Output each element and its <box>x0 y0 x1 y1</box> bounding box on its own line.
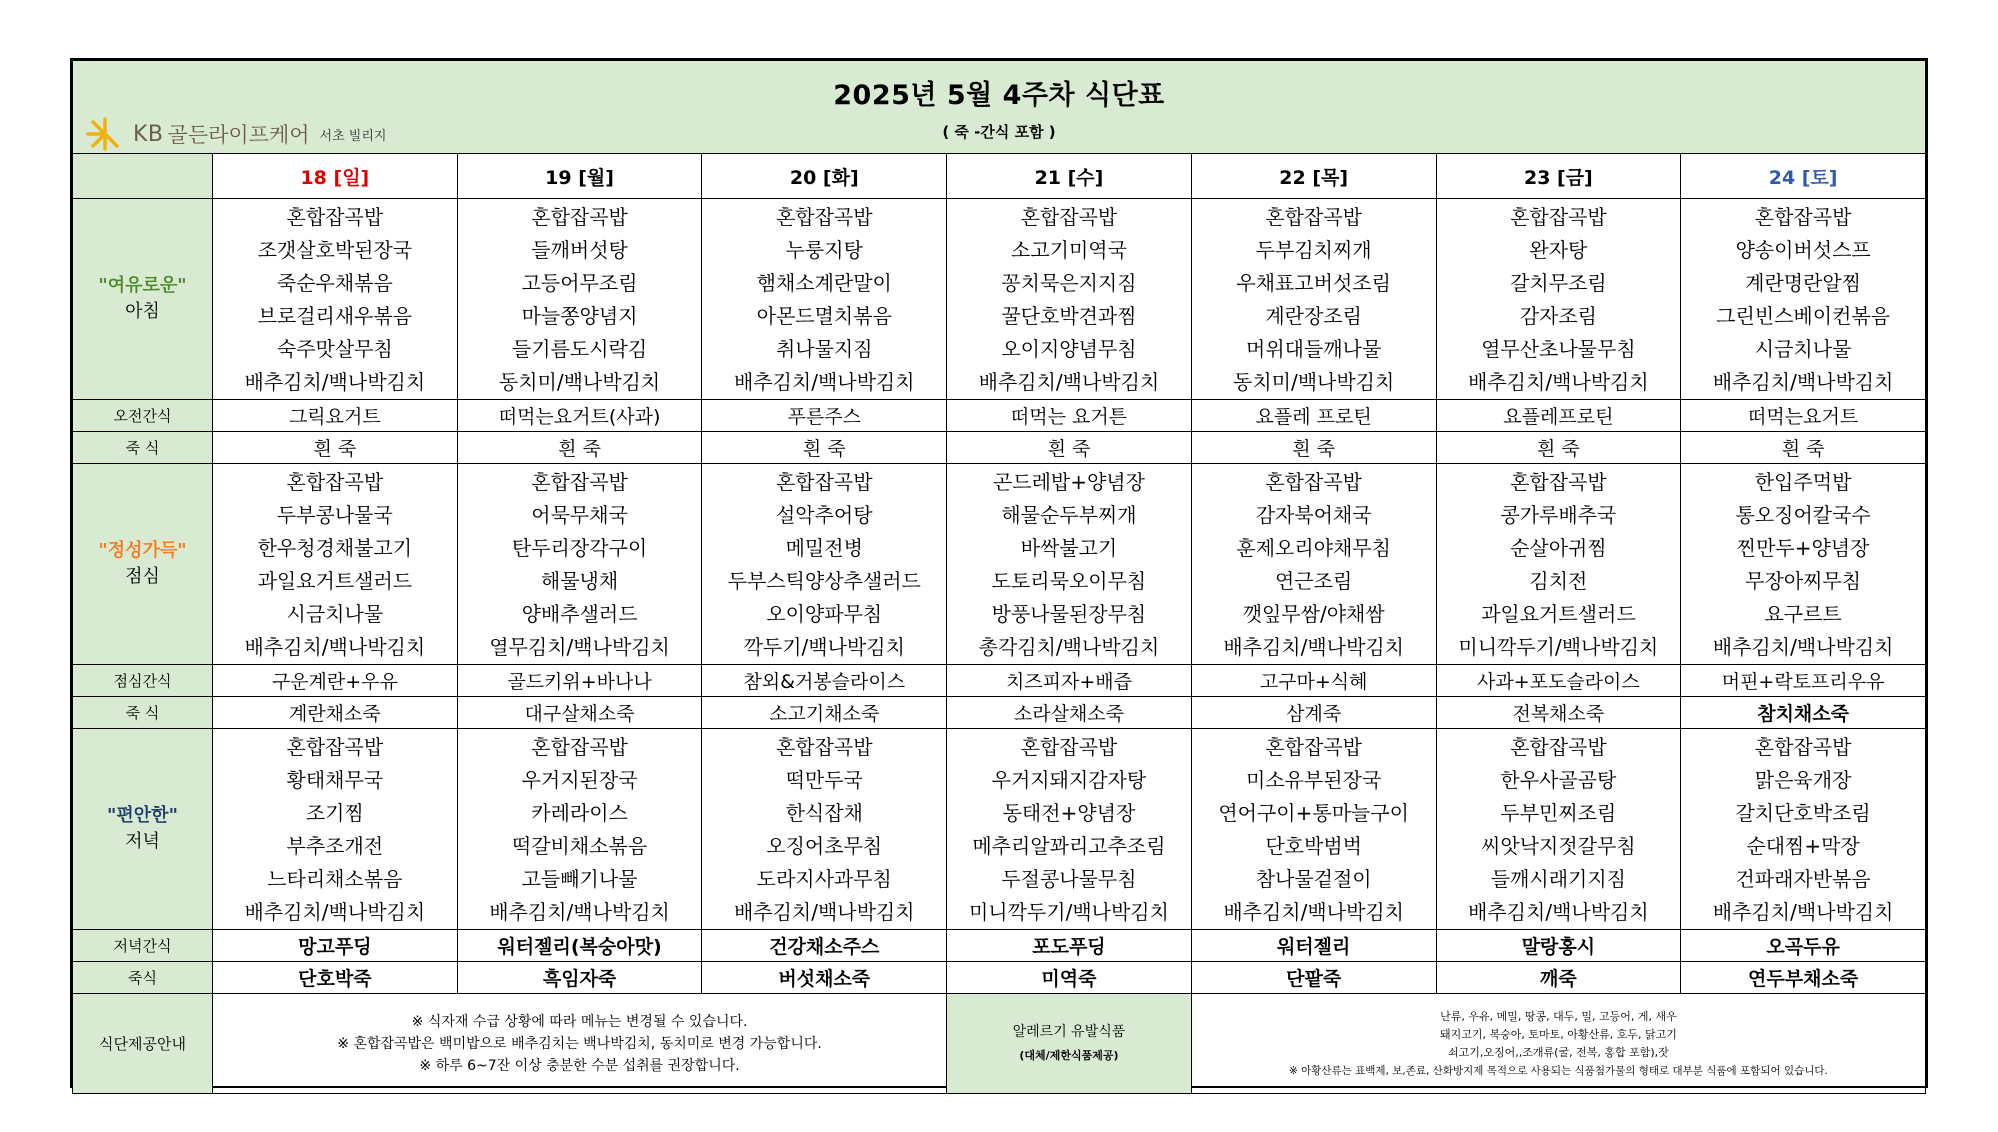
allergy-line: 쇠고기,오징어,,조개류(굴, 전복, 홍합 포함),잣 <box>1448 1045 1669 1059</box>
page-subtitle: ( 죽 -간식 포함 ) <box>942 123 1056 141</box>
breakfast-cell-tue <box>702 199 947 400</box>
menu-item: 시금치나물 <box>286 602 384 626</box>
menu-item: 한우청경채불고기 <box>257 536 413 560</box>
menu-item: 머위대들깨나물 <box>1246 337 1382 361</box>
menu-item: 갈치무조림 <box>1510 271 1607 295</box>
porridge-row-1 <box>73 432 1926 464</box>
dinner-label-cell <box>73 729 213 930</box>
menu-item: 혼합잡곡밥 <box>286 735 384 759</box>
menu-item: 조기찜 <box>305 801 364 825</box>
menu-item: 혼합잡곡밥 <box>1265 205 1362 229</box>
menu-item: 단호박범벅 <box>1265 834 1362 858</box>
menu-item: 햄채소계란말이 <box>756 271 892 295</box>
menu-item: 혼합잡곡밥 <box>1510 470 1607 494</box>
am_snack-cell-thu: 요플레 프로틴 <box>1191 400 1436 432</box>
menu-item: 무장아찌무침 <box>1745 569 1862 593</box>
menu-item: 배추김치/백나박김치 <box>1468 900 1649 924</box>
menu-item: 오이양파무침 <box>766 602 883 626</box>
menu-item: 들깨시래기지짐 <box>1490 867 1626 891</box>
menu-item: 들깨버섯탕 <box>531 238 628 262</box>
menu-item: 배추김치/백나박김치 <box>244 900 426 924</box>
porridge1-cell-sat: 흰 죽 <box>1681 432 1926 464</box>
menu-item: 바싹불고기 <box>1020 536 1118 560</box>
menu-item: 완자탕 <box>1529 238 1588 262</box>
pm_snack-cell-sat: 오곡두유 <box>1681 930 1926 962</box>
menu-item: 혼합잡곡밥 <box>1754 205 1852 229</box>
title-banner <box>73 61 1926 154</box>
day-header-fri: 23 [금] <box>1436 154 1681 199</box>
menu-item: 혼합잡곡밥 <box>1265 735 1362 759</box>
menu-item: 연어구이+통마늘구이 <box>1218 801 1409 825</box>
corner-cell <box>73 154 213 199</box>
lunch_snack-cell-wed: 치즈피자+배즙 <box>947 665 1192 697</box>
porridge3-cell-sat: 연두부채소죽 <box>1681 962 1926 994</box>
allergy-line: 돼지고기, 복숭아, 토마토, 아황산류, 호두, 닭고기 <box>1439 1027 1677 1041</box>
menu-item: 미소유부된장국 <box>1246 768 1382 792</box>
menu-item: 꿀단호박견과찜 <box>1001 304 1137 328</box>
menu-item: 한우사골곰탕 <box>1500 768 1617 792</box>
lunch-cell-sat <box>1681 464 1926 665</box>
breakfast-label: 아침 <box>125 301 160 322</box>
menu-item: 동치미/백나박김치 <box>498 370 661 394</box>
porridge3-cell-thu: 단팥죽 <box>1191 962 1436 994</box>
allergy-list <box>1191 994 1925 1094</box>
menu-item: 누룽지탕 <box>785 238 863 262</box>
menu-item: 순살아귀찜 <box>1510 536 1607 560</box>
menu-item: 동치미/백나박김치 <box>1233 370 1395 394</box>
dinner-cell-wed <box>947 729 1192 930</box>
menu-item: 부추조개전 <box>286 834 384 858</box>
menu-item: 숙주맛살무침 <box>276 337 393 361</box>
menu-item: 혼합잡곡밥 <box>1020 735 1118 759</box>
menu-item: 떡만두국 <box>785 768 863 792</box>
menu-item: 탄두리장각구이 <box>511 536 648 560</box>
porridge-row-2 <box>73 697 1926 729</box>
menu-item: 배추김치/백나박김치 <box>1712 370 1894 394</box>
menu-item: 도토리묵오이무침 <box>991 569 1147 593</box>
allergy-line: 난류, 우유, 메밀, 땅콩, 대두, 밀, 고등어, 게, 새우 <box>1440 1009 1677 1023</box>
menu-item: 우거지돼지감자탕 <box>991 768 1147 792</box>
menu-item: 혼합잡곡밥 <box>1510 205 1607 229</box>
menu-item: 메추리알꽈리고추조림 <box>972 834 1166 858</box>
lunch_snack-cell-tue: 참외&거봉슬라이스 <box>702 665 947 697</box>
menu-item: 양송이버섯스프 <box>1735 238 1871 262</box>
menu-item: 배추김치/백나박김치 <box>1468 370 1649 394</box>
menu-item: 혼합잡곡밥 <box>286 470 384 494</box>
allergy-title-cell <box>947 994 1192 1094</box>
lunch_snack-cell-sun: 구운계란+우유 <box>213 665 458 697</box>
menu-item: 계란명란알찜 <box>1745 271 1862 295</box>
menu-item: 배추김치/백나박김치 <box>733 900 915 924</box>
porridge2-cell-sat: 참치채소죽 <box>1681 697 1926 729</box>
dinner-cell-mon <box>457 729 702 930</box>
logo-kb-text: KB <box>133 121 164 147</box>
porridge2-cell-tue: 소고기채소죽 <box>702 697 947 729</box>
dinner-row <box>73 729 1926 930</box>
footer-note: ※ 식자재 수급 상황에 따라 메뉴는 변경될 수 있습니다. <box>411 1013 748 1030</box>
lunch_snack-cell-thu: 고구마+식혜 <box>1191 665 1436 697</box>
menu-item: 죽순우채볶음 <box>276 271 393 295</box>
menu-item: 시금치나물 <box>1754 337 1852 361</box>
menu-item: 배추김치/백나박김치 <box>489 900 670 924</box>
menu-item: 브로걸리새우볶음 <box>257 304 413 328</box>
lunch-snack-row <box>73 665 1926 697</box>
breakfast-cell-thu <box>1191 199 1436 400</box>
menu-item: 두부김치찌개 <box>1255 238 1372 262</box>
menu-item: 혼합잡곡밥 <box>1020 205 1118 229</box>
day-header-mon: 19 [월] <box>457 154 702 199</box>
am_snack-cell-sun: 그릭요거트 <box>213 400 458 432</box>
menu-item: 해물냉채 <box>540 569 619 593</box>
am_snack-cell-wed: 떠먹는 요거튼 <box>947 400 1192 432</box>
menu-item: 혼합잡곡밥 <box>775 735 873 759</box>
pm_snack-cell-tue: 건강채소주스 <box>702 930 947 962</box>
porridge-label-3: 죽식 <box>73 962 213 994</box>
menu-item: 동태전+양념장 <box>1002 801 1136 825</box>
menu-item: 어묵무채국 <box>531 503 628 527</box>
lunch_snack-cell-mon: 골드키위+바나나 <box>457 665 702 697</box>
menu-item: 조갯살호박된장국 <box>257 238 413 262</box>
breakfast-cell-sat <box>1681 199 1926 400</box>
menu-item: 총각김치/백나박김치 <box>978 635 1160 659</box>
lunch-cell-thu <box>1191 464 1436 665</box>
breakfast-row <box>73 199 1926 400</box>
menu-item: 배추김치/백나박김치 <box>1223 900 1404 924</box>
menu-item: 갈치단호박조림 <box>1735 801 1871 825</box>
menu-item: 배추김치/백나박김치 <box>1712 635 1894 659</box>
logo-branch-text: 서초 빌리지 <box>319 128 387 144</box>
porridge2-cell-sun: 계란채소죽 <box>213 697 458 729</box>
menu-item: 맑은육개장 <box>1754 768 1852 792</box>
allergy-title: 알레르기 유발식품 <box>1012 1023 1126 1040</box>
am_snack-cell-tue: 푸른주스 <box>702 400 947 432</box>
menu-item: 훈제오리야채무침 <box>1236 536 1391 560</box>
breakfast-cell-sun <box>213 199 458 400</box>
days-header-row <box>73 154 1926 199</box>
menu-item: 고등어무조림 <box>521 271 638 295</box>
menu-item: 두부스틱양상추샐러드 <box>727 569 921 593</box>
menu-item: 씨앗낙지젓갈무침 <box>1481 834 1636 858</box>
am_snack-cell-fri: 요플레프로틴 <box>1436 400 1681 432</box>
menu-item: 두부콩나물국 <box>276 503 393 527</box>
lunch-row <box>73 464 1926 665</box>
footer-row <box>73 994 1926 1094</box>
day-header-sun: 18 [일] <box>213 154 458 199</box>
porridge-label-1: 죽 식 <box>73 432 213 464</box>
dinner-tag: "편안한" <box>107 805 178 826</box>
day-header-thu: 22 [목] <box>1191 154 1436 199</box>
menu-item: 건파래자반볶음 <box>1735 867 1871 891</box>
menu-item: 황태채무국 <box>286 768 384 792</box>
lunch-label: 점심 <box>125 566 160 587</box>
footer-note: ※ 혼합잡곡밥은 백미밥으로 배추김치는 백나박김치, 동치미로 변경 가능합니다. <box>337 1035 822 1052</box>
menu-item: 혼합잡곡밥 <box>775 470 873 494</box>
menu-item: 순대찜+막장 <box>1746 834 1860 858</box>
porridge1-cell-thu: 흰 죽 <box>1191 432 1436 464</box>
logo-brand-text: 골든라이프케어 <box>167 123 310 147</box>
menu-item: 혼합잡곡밥 <box>1265 470 1362 494</box>
breakfast-cell-wed <box>947 199 1192 400</box>
menu-item: 혼합잡곡밥 <box>531 205 628 229</box>
menu-item: 고들빼기나물 <box>521 867 638 891</box>
breakfast-cell-mon <box>457 199 702 400</box>
menu-item: 취나물지짐 <box>775 337 873 361</box>
porridge1-cell-tue: 흰 죽 <box>702 432 947 464</box>
menu-item: 혼합잡곡밥 <box>1510 735 1607 759</box>
lunch-cell-tue <box>702 464 947 665</box>
menu-table <box>72 60 1926 1094</box>
menu-item: 한식잡채 <box>785 801 863 825</box>
menu-item: 혼합잡곡밥 <box>775 205 873 229</box>
porridge-row-3 <box>73 962 1926 994</box>
menu-item: 배추김치/백나박김치 <box>733 370 915 394</box>
menu-item: 혼합잡곡밥 <box>286 205 384 229</box>
menu-item: 열무김치/백나박김치 <box>489 635 670 659</box>
menu-item: 깍두기/백나박김치 <box>743 635 905 659</box>
menu-item: 과일요거트샐러드 <box>257 569 413 593</box>
footer-note: ※ 하루 6~7잔 이상 충분한 수분 섭취를 권장합니다. <box>419 1057 740 1074</box>
am_snack-cell-sat: 떠먹는요거트 <box>1681 400 1926 432</box>
menu-item: 양배추샐러드 <box>521 602 638 626</box>
menu-item: 배추김치/백나박김치 <box>244 635 426 659</box>
menu-item: 오징어초무침 <box>766 834 883 858</box>
lunch-cell-sun <box>213 464 458 665</box>
menu-item: 느타리채소볶음 <box>267 867 403 891</box>
menu-item: 감자북어채국 <box>1255 503 1372 527</box>
menu-item: 참나물겉절이 <box>1255 867 1372 891</box>
menu-item: 배추김치/백나박김치 <box>1712 900 1894 924</box>
lunch-cell-fri <box>1436 464 1681 665</box>
dinner-cell-sat <box>1681 729 1926 930</box>
pm_snack-cell-mon: 워터젤리(복숭아맛) <box>457 930 702 962</box>
menu-item: 소고기미역국 <box>1011 238 1127 262</box>
porridge2-cell-mon: 대구살채소죽 <box>457 697 702 729</box>
lunch-cell-mon <box>457 464 702 665</box>
menu-item: 찐만두+양념장 <box>1736 536 1870 560</box>
dinner-label: 저녁 <box>125 831 160 852</box>
menu-item: 요구르트 <box>1764 602 1842 626</box>
porridge1-cell-sun: 흰 죽 <box>213 432 458 464</box>
company-logo <box>85 117 386 151</box>
menu-item: 김치전 <box>1529 569 1588 593</box>
menu-item: 마늘쫑양념지 <box>521 304 638 328</box>
breakfast-cell-fri <box>1436 199 1681 400</box>
footer-notes <box>213 994 947 1094</box>
menu-item: 설악추어탕 <box>775 503 873 527</box>
lunch_snack-cell-sat: 머핀+락토프리우유 <box>1681 665 1926 697</box>
menu-item: 배추김치/백나박김치 <box>244 370 426 394</box>
pm_snack-cell-sun: 망고푸딩 <box>213 930 458 962</box>
am-snack-label: 오전간식 <box>73 400 213 432</box>
porridge2-cell-wed: 소라살채소죽 <box>947 697 1192 729</box>
menu-item: 연근조림 <box>1275 569 1353 593</box>
pm-snack-label: 저녁간식 <box>73 930 213 962</box>
footer-label: 식단제공안내 <box>73 994 213 1094</box>
dinner-cell-tue <box>702 729 947 930</box>
lunch-snack-label: 점심간식 <box>73 665 213 697</box>
menu-item: 과일요거트샐러드 <box>1481 602 1636 626</box>
menu-item: 혼합잡곡밥 <box>531 470 628 494</box>
menu-item: 아몬드멸치볶음 <box>756 304 892 328</box>
dinner-cell-thu <box>1191 729 1436 930</box>
porridge2-cell-fri: 전복채소죽 <box>1436 697 1681 729</box>
menu-item: 우채표고버섯조림 <box>1236 271 1391 295</box>
menu-item: 두절콩나물무침 <box>1001 867 1137 891</box>
menu-item: 미니깍두기/백나박김치 <box>968 900 1169 924</box>
menu-item: 감자조림 <box>1519 304 1597 328</box>
menu-item: 꽁치묵은지지짐 <box>1001 271 1137 295</box>
menu-item: 그린빈스베이컨볶음 <box>1716 304 1891 328</box>
pm_snack-cell-thu: 워터젤리 <box>1191 930 1436 962</box>
menu-item: 혼합잡곡밥 <box>531 735 628 759</box>
menu-item: 우거지된장국 <box>521 768 638 792</box>
am-snack-row <box>73 400 1926 432</box>
lunch-label-cell <box>73 464 213 665</box>
page-title: 2025년 5월 4주차 식단표 <box>833 80 1165 111</box>
menu-item: 오이지양념무침 <box>1001 337 1137 361</box>
menu-item: 콩가루배추국 <box>1500 503 1617 527</box>
lunch-tag: "정성가득" <box>98 540 187 561</box>
menu-item: 배추김치/백나박김치 <box>978 370 1160 394</box>
porridge1-cell-wed: 흰 죽 <box>947 432 1192 464</box>
pm_snack-cell-wed: 포도푸딩 <box>947 930 1192 962</box>
porridge3-cell-fri: 깨죽 <box>1436 962 1681 994</box>
pm_snack-cell-fri: 말랑홍시 <box>1436 930 1681 962</box>
breakfast-label-cell <box>73 199 213 400</box>
breakfast-tag: "여유로운" <box>98 275 187 296</box>
menu-item: 방풍나물된장무침 <box>991 602 1147 626</box>
menu-item: 미니깍두기/백나박김치 <box>1458 635 1659 659</box>
dinner-cell-fri <box>1436 729 1681 930</box>
day-header-tue: 20 [화] <box>702 154 947 199</box>
menu-item: 통오징어칼국수 <box>1735 503 1871 527</box>
pm-snack-row <box>73 930 1926 962</box>
menu-sheet <box>70 58 1928 1088</box>
menu-item: 해물순두부찌개 <box>1001 503 1137 527</box>
menu-item: 열무산초나물무침 <box>1481 337 1636 361</box>
menu-item: 배추김치/백나박김치 <box>1223 635 1404 659</box>
menu-item: 떡갈비채소볶음 <box>511 834 648 858</box>
porridge3-cell-wed: 미역죽 <box>947 962 1192 994</box>
menu-item: 깻잎무쌈/야채쌈 <box>1242 602 1385 626</box>
star-burst-icon <box>85 117 129 151</box>
day-header-sat: 24 [토] <box>1681 154 1926 199</box>
menu-item: 계란장조림 <box>1265 304 1362 328</box>
menu-item: 혼합잡곡밥 <box>1754 735 1852 759</box>
am_snack-cell-mon: 떠먹는요거트(사과) <box>457 400 702 432</box>
menu-item: 도라지사과무침 <box>756 867 892 891</box>
porridge3-cell-mon: 흑임자죽 <box>457 962 702 994</box>
day-header-wed: 21 [수] <box>947 154 1192 199</box>
allergy-line: ※ 아황산류는 표백제, 보,존료, 산화방지제 목적으로 사용되는 식품첨가물의 형태로 대부분 식품에 포함되어 있습니다. <box>1288 1064 1828 1077</box>
porridge3-cell-sun: 단호박죽 <box>213 962 458 994</box>
porridge1-cell-mon: 흰 죽 <box>457 432 702 464</box>
dinner-cell-sun <box>213 729 458 930</box>
porridge2-cell-thu: 삼계죽 <box>1191 697 1436 729</box>
porridge3-cell-tue: 버섯채소죽 <box>702 962 947 994</box>
menu-item: 메밀전병 <box>785 536 863 560</box>
porridge1-cell-fri: 흰 죽 <box>1436 432 1681 464</box>
menu-item: 한입주먹밥 <box>1754 470 1852 494</box>
porridge-label-2: 죽 식 <box>73 697 213 729</box>
menu-item: 들기름도시락김 <box>511 337 648 361</box>
allergy-subtitle: (대체/제한식품제공) <box>1019 1048 1119 1062</box>
menu-item: 곤드레밥+양념장 <box>992 470 1145 494</box>
lunch_snack-cell-fri: 사과+포도슬라이스 <box>1436 665 1681 697</box>
menu-item: 카레라이스 <box>531 801 628 825</box>
menu-item: 두부민찌조림 <box>1500 801 1617 825</box>
lunch-cell-wed <box>947 464 1192 665</box>
